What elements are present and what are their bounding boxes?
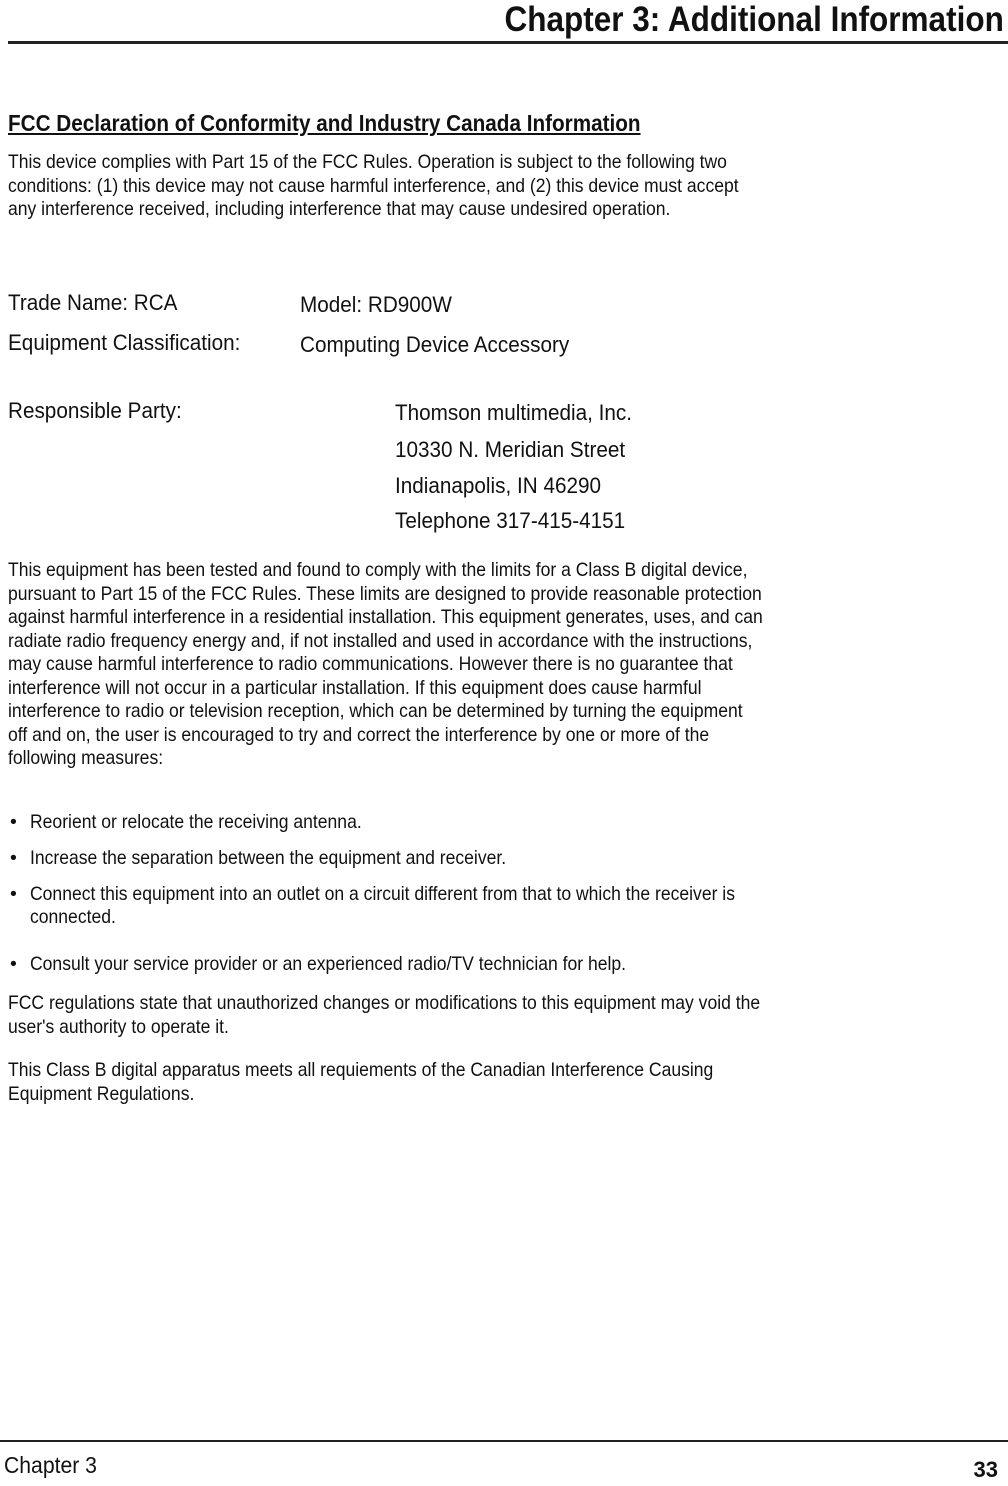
text-line: interference will not occur in a particular installation. If this equipment does cause harmful: [8, 676, 702, 699]
text-line: This device complies with Part 15 of the FCC Rules. Operation is subject to the following two: [8, 151, 727, 173]
equipment-classification-label: Equipment Classification:: [8, 330, 241, 355]
trade-name: Trade Name: RCA: [8, 290, 178, 315]
bullet-icon: •: [10, 811, 17, 833]
bullet-icon: •: [10, 953, 17, 975]
text-line: FCC regulations state that unauthorized changes or modifications to this equipment may void the: [8, 992, 761, 1014]
text-line: against harmful interference in a residential installation. This equipment generates, uses, and can: [8, 606, 763, 628]
responsible-line: Thomson multimedia, Inc.: [395, 400, 633, 425]
text-line: This Class B digital apparatus meets all requiements of the Canadian Interference Causing: [8, 1059, 714, 1081]
text-line: off and on, the user is encouraged to try and correct the interference by one or more of the: [8, 723, 710, 746]
text-line: interference to radio or television reception, which can be determined by turning the equipment: [8, 700, 743, 722]
compliance-paragraph: [8, 559, 847, 771]
bullet-icon: •: [10, 847, 17, 869]
responsible-party-label: Responsible Party:: [8, 398, 182, 423]
footer-rule: [0, 1440, 1008, 1442]
bullet-text: connected.: [30, 906, 116, 928]
responsible-line: Telephone 317-415-4151: [395, 508, 626, 533]
page-number: 33: [973, 1457, 998, 1482]
text-line: radiate radio frequency energy and, if not installed and used in accordance with the instructions,: [8, 629, 753, 652]
equipment-classification-value: Computing Device Accessory: [300, 332, 570, 357]
text-line: following measures:: [8, 747, 164, 769]
canada-paragraph: [8, 1059, 792, 1106]
bullet-text: Reorient or relocate the receiving antenna.: [30, 811, 362, 833]
intro-paragraph: [8, 151, 820, 222]
text-line: pursuant to Part 15 of the FCC Rules. These limits are designed to provide reasonable protection: [8, 582, 762, 605]
text-line: may cause harmful interference to radio communications. However there is no guarantee that: [8, 653, 733, 675]
responsible-line: 10330 N. Meridian Street: [395, 437, 626, 462]
model: Model: RD900W: [300, 292, 452, 317]
header-rule: [8, 41, 1008, 44]
responsible-line: Indianapolis, IN 46290: [395, 473, 602, 498]
chapter-title: Chapter 3: Additional Information: [504, 0, 1004, 39]
bullet-text: Connect this equipment into an outlet on a circuit different from that to which the receiver is: [30, 883, 735, 905]
bullet-icon: •: [10, 883, 17, 905]
footer-chapter: Chapter 3: [4, 1452, 97, 1478]
text-line: Equipment Regulations.: [8, 1082, 195, 1105]
bullet-text: Consult your service provider or an experienced radio/TV technician for help.: [30, 953, 627, 975]
text-line: This equipment has been tested and found to comply with the limits for a Class B digital device,: [8, 559, 748, 581]
text-line: user's authority to operate it.: [8, 1015, 229, 1038]
text-line: any interference received, including interference that may cause undesired operation.: [8, 198, 671, 220]
section-heading: FCC Declaration of Conformity and Industry Canada Information: [8, 110, 641, 136]
fcc-regulations-paragraph: [8, 992, 844, 1039]
bullet-text: Increase the separation between the equipment and receiver.: [30, 847, 507, 869]
text-line: conditions: (1) this device may not cause harmful interference, and (2) this device must accept: [8, 174, 739, 197]
